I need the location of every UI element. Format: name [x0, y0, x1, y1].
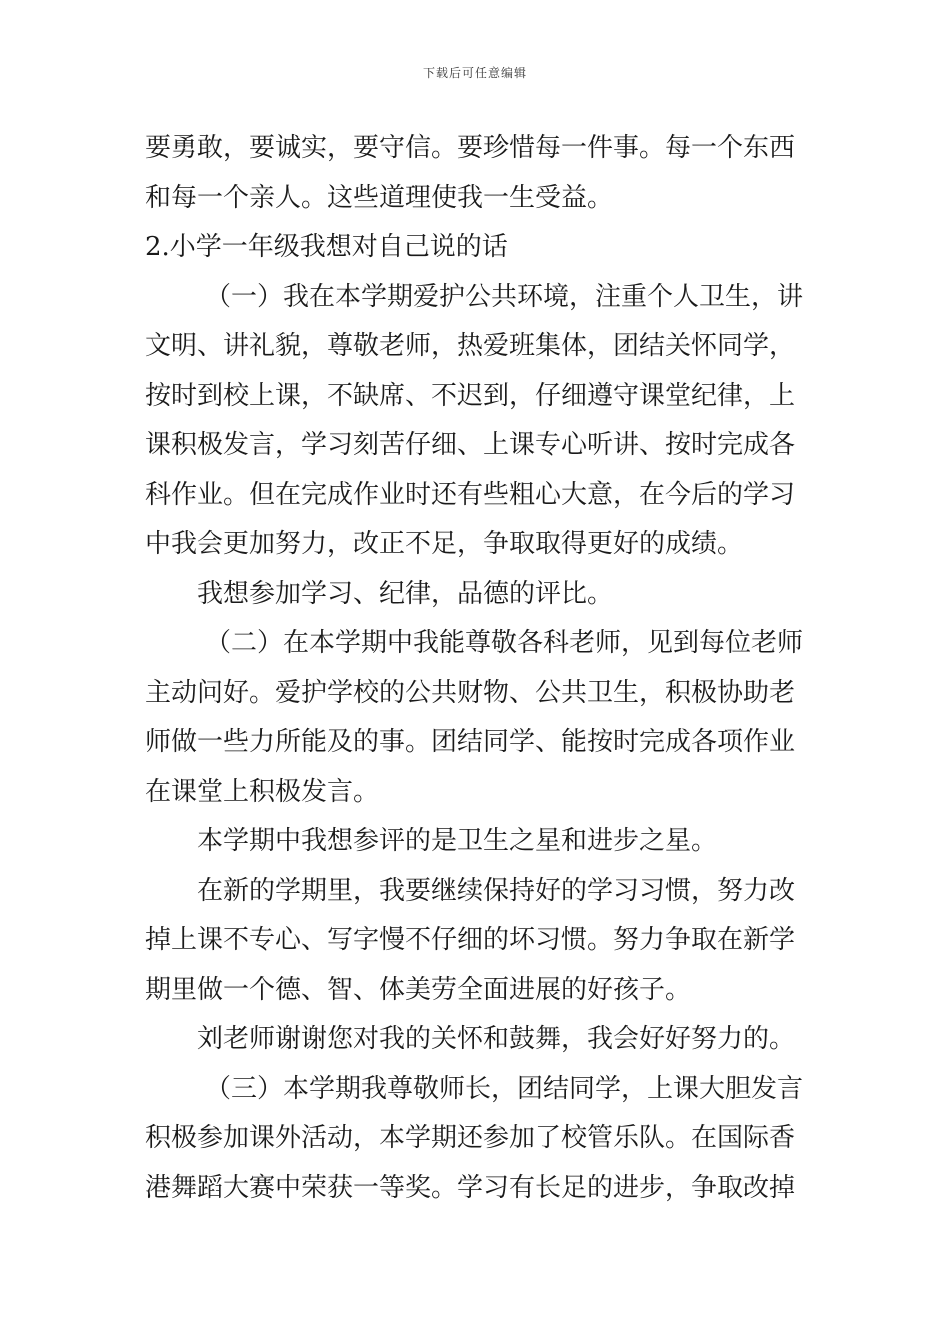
text-line: 港舞蹈大赛中荣获一等奖。学习有长足的进步，争取改掉 — [145, 1172, 796, 1203]
text-line: 要勇敢，要诚实，要守信。要珍惜每一件事。每一个东西 — [145, 133, 796, 163]
text-line: 科作业。但在完成作业时还有些粗心大意，在今后的学习 — [145, 479, 796, 510]
page-header: 下载后可任意编辑 — [422, 66, 527, 80]
text-line: 师做一些力所能及的事。团结同学、能按时完成各项作业 — [145, 727, 796, 757]
text-line: 文明、讲礼貌，尊敬老师，热爱班集体，团结关怀同学， — [145, 331, 796, 361]
text-line: 课积极发言，学习刻苦仔细、上课专心听讲、按时完成各 — [145, 430, 796, 460]
text-line: 期里做一个德、智、体美劳全面进展的好孩子。 — [145, 974, 692, 1005]
text-line: （二）在本学期中我能尊敬各科老师，见到每位老师 — [205, 628, 804, 658]
text-line: 中我会更加努力，改正不足，争取取得更好的成绩。 — [145, 529, 744, 559]
document-body — [145, 124, 810, 1213]
section-heading: 2.小学一年级我想对自己说的话 — [145, 232, 508, 262]
text-line: 在新的学期里，我要继续保持好的学习习惯，努力改 — [197, 875, 796, 906]
text-line: 在课堂上积极发言。 — [145, 776, 380, 807]
text-line: 我想参加学习、纪律，品德的评比。 — [197, 578, 614, 609]
text-line: 掉上课不专心、写字慢不仔细的坏习惯。努力争取在新学 — [145, 925, 796, 955]
text-line: 和每一个亲人。这些道理使我一生受益。 — [145, 182, 614, 213]
text-line: 按时到校上课，不缺席、不迟到，仔细遵守课堂纪律，上 — [145, 380, 796, 411]
text-line: 主动问好。爱护学校的公共财物、公共卫生，积极协助老 — [145, 677, 796, 708]
text-line: 刘老师谢谢您对我的关怀和鼓舞，我会好好努力的。 — [197, 1024, 796, 1054]
text-line: （三）本学期我尊敬师长，团结同学，上课大胆发言 — [205, 1073, 804, 1104]
text-line: （一）我在本学期爱护公共环境，注重个人卫生，讲 — [205, 281, 804, 312]
text-line: 本学期中我想参评的是卫生之星和进步之星。 — [197, 826, 718, 856]
text-line: 积极参加课外活动，本学期还参加了校管乐队。在国际香 — [145, 1123, 796, 1153]
